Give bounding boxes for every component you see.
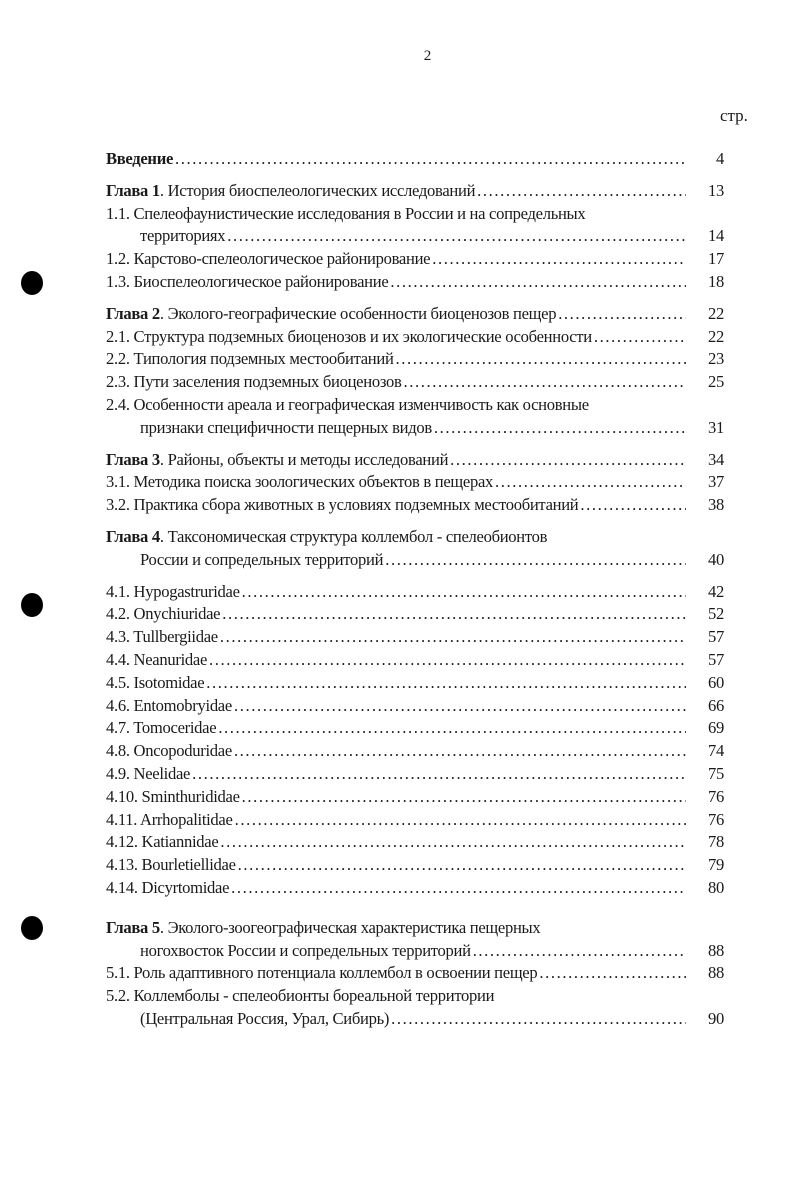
toc-entry [106, 962, 724, 985]
chapter-label: Глава 1 [106, 180, 160, 200]
entry-title [106, 962, 537, 985]
toc-entry [106, 148, 724, 171]
chapter-label: Глава 3 [106, 449, 160, 469]
chapter-label: Глава 2 [106, 303, 160, 323]
toc-section [106, 148, 724, 171]
dot-leader [477, 180, 686, 203]
page-ref: 69 [708, 718, 724, 738]
toc-entry [106, 649, 724, 672]
entry-text-continuation: ногохвосток России и сопредельных территорий [140, 940, 471, 960]
entry-text: 4.1. Hypogastruridae [106, 581, 240, 601]
dot-leader [220, 626, 686, 649]
entry-text-continuation: (Центральная Россия, Урал, Сибирь) [140, 1008, 390, 1028]
toc-section [106, 917, 724, 1031]
entry-title [106, 672, 204, 695]
toc-entry-continuation [106, 1008, 724, 1031]
dot-leader [238, 854, 686, 877]
page-ref: 22 [708, 326, 724, 346]
dot-leader [234, 695, 686, 718]
toc-entry [106, 809, 724, 832]
toc-section [106, 449, 724, 517]
dot-leader [192, 763, 686, 786]
page-ref: 76 [708, 809, 724, 829]
entry-text: 3.1. Методика поиска зоологических объектов в пещерах [106, 472, 494, 492]
entry-text: . История биоспелеологических исследований [159, 180, 476, 200]
page-ref: 90 [708, 1008, 724, 1028]
dot-leader [434, 417, 686, 440]
toc-entry [106, 695, 724, 718]
page-ref: 57 [708, 627, 724, 647]
entry-title [106, 371, 402, 394]
toc-entry [106, 581, 724, 604]
page-ref: 38 [708, 495, 724, 515]
entry-text: 4.14. Dicyrtomidae [106, 877, 230, 897]
page-ref: 13 [708, 180, 724, 200]
toc-entry [106, 831, 724, 854]
entry-text: 2.2. Типология подземных местообитаний [106, 349, 394, 369]
toc-entry [106, 740, 724, 763]
page-ref: 79 [708, 855, 724, 875]
dot-leader [594, 326, 686, 349]
entry-text: 3.2. Практика сбора животных в условиях подземных местообитаний [106, 495, 579, 515]
dot-leader [580, 494, 686, 517]
entry-title [106, 917, 540, 940]
dot-leader [558, 303, 686, 326]
entry-text: . Таксономическая структура коллембол - спелеобионтов [159, 526, 548, 546]
dot-leader [222, 603, 686, 626]
toc-entry [106, 526, 724, 549]
dot-leader [220, 831, 686, 854]
entry-title [106, 471, 493, 494]
toc-entry [106, 672, 724, 695]
entry-title [106, 763, 190, 786]
toc-entry [106, 626, 724, 649]
page-ref: 14 [708, 226, 724, 246]
entry-text: 4.4. Neanuridae [106, 649, 208, 669]
entry-title [106, 348, 394, 371]
page-ref: 74 [708, 741, 724, 761]
toc-entry [106, 248, 724, 271]
entry-title [106, 180, 475, 203]
dot-leader [234, 740, 686, 763]
page-ref: 75 [708, 763, 724, 783]
page-ref: 60 [708, 672, 724, 692]
entry-text: 4.6. Entomobryidae [106, 695, 232, 715]
entry-title [106, 326, 592, 349]
page-ref: 37 [708, 472, 724, 492]
entry-text: 5.1. Роль адаптивного потенциала коллембол в освоении пещер [106, 963, 538, 983]
page-ref: 66 [708, 695, 724, 715]
page-ref: 88 [708, 940, 724, 960]
toc-entry [106, 394, 724, 417]
toc-entry [106, 854, 724, 877]
entry-text: 1.2. Карстово-спелеологическое районирование [106, 249, 431, 269]
chapter-label: Глава 5 [106, 917, 160, 937]
toc-entry [106, 348, 724, 371]
entry-title [106, 695, 232, 718]
entry-text-continuation: признаки специфичности пещерных видов [140, 417, 432, 437]
toc-entry [106, 449, 724, 472]
dot-leader [231, 877, 686, 900]
entry-title [106, 626, 218, 649]
entry-text: 4.5. Isotomidae [106, 672, 205, 692]
entry-text: 4.12. Katiannidae [106, 832, 219, 852]
page-ref: 25 [708, 372, 724, 392]
toc-entry [106, 917, 724, 940]
entry-title [106, 786, 240, 809]
punch-hole [21, 593, 43, 617]
entry-title [106, 148, 173, 171]
page-number: 2 [423, 48, 432, 64]
dot-leader [539, 962, 686, 985]
entry-title [106, 717, 216, 740]
dot-leader [227, 225, 686, 248]
entry-text: 4.2. Onychiuridae [106, 604, 221, 624]
entry-text: 4.3. Tullbergiidae [106, 627, 218, 647]
punch-hole [21, 271, 43, 295]
entry-text: . Районы, объекты и методы исследований [159, 449, 449, 469]
entry-text: 4.13. Bourletiellidae [106, 855, 236, 875]
dot-leader [450, 449, 686, 472]
entry-title [106, 449, 448, 472]
entry-text: 2.4. Особенности ареала и географическая изменчивость как основные [106, 394, 589, 414]
entry-text: 5.2. Коллемболы - спелеобионты бореальной территории [106, 986, 495, 1006]
toc-entry [106, 786, 724, 809]
toc-entry [106, 603, 724, 626]
toc-entry [106, 717, 724, 740]
entry-title [106, 248, 430, 271]
toc-entry [106, 471, 724, 494]
entry-text: 4.9. Neelidae [106, 763, 191, 783]
dot-leader [235, 809, 686, 832]
toc-section [106, 581, 724, 900]
dot-leader [495, 471, 686, 494]
toc-entry-continuation [106, 940, 724, 963]
dot-leader [396, 348, 686, 371]
page-ref: 23 [708, 349, 724, 369]
dot-leader [206, 672, 686, 695]
toc-entry [106, 271, 724, 294]
dot-leader [385, 549, 686, 572]
toc-section [106, 180, 724, 294]
toc-entry [106, 985, 724, 1008]
entry-title [106, 394, 589, 417]
entry-title [106, 877, 229, 900]
entry-text: . Эколого-географические особенности биоценозов пещер [159, 303, 557, 323]
dot-leader [404, 371, 686, 394]
entry-title [106, 303, 556, 326]
page-ref: 76 [708, 786, 724, 806]
dot-leader [390, 271, 686, 294]
dot-leader [242, 786, 686, 809]
entry-title [106, 526, 547, 549]
page-ref: 31 [708, 417, 724, 437]
entry-text: 4.7. Tomoceridae [106, 718, 217, 738]
page-ref: 42 [708, 581, 724, 601]
dot-leader [218, 717, 686, 740]
toc-entry-continuation [106, 549, 724, 572]
entry-title [106, 603, 220, 626]
page-ref: 22 [708, 303, 724, 323]
entry-title [106, 985, 494, 1008]
entry-title [106, 494, 578, 517]
dot-leader [242, 581, 686, 604]
page-ref: 18 [708, 271, 724, 291]
chapter-label: Введение [106, 149, 174, 168]
entry-text: 2.1. Структура подземных биоценозов и их экологические особенности [106, 326, 592, 346]
punch-hole [21, 916, 43, 940]
page-ref: 40 [708, 549, 724, 569]
entry-title [106, 203, 585, 226]
toc-entry [106, 203, 724, 226]
toc-section [106, 526, 724, 572]
toc-entry [106, 763, 724, 786]
toc-section [106, 303, 724, 440]
pages-column-header: стр. [720, 106, 748, 125]
toc-entry [106, 371, 724, 394]
entry-title [106, 854, 236, 877]
chapter-label: Глава 4 [106, 526, 160, 546]
entry-title [106, 649, 207, 672]
dot-leader [209, 649, 686, 672]
dot-leader [391, 1008, 686, 1031]
dot-leader [473, 940, 686, 963]
entry-text: 4.10. Sminthurididae [106, 786, 240, 806]
entry-text: 4.8. Oncopoduridae [106, 741, 232, 761]
entry-text-continuation: территориях [140, 226, 226, 246]
entry-title [106, 271, 388, 294]
entry-text: 4.11. Arrhopalitidae [106, 809, 233, 829]
toc-entry [106, 494, 724, 517]
dot-leader [432, 248, 686, 271]
entry-text: 2.3. Пути заселения подземных биоценозов [106, 372, 402, 392]
page-ref: 17 [708, 249, 724, 269]
entry-text: 1.1. Спелеофаунистические исследования в России и на сопредельных [106, 203, 586, 223]
entry-text: 1.3. Биоспелеологическое районирование [106, 271, 389, 291]
page-ref: 88 [708, 963, 724, 983]
entry-text-continuation: России и сопредельных территорий [140, 549, 384, 569]
page-ref: 78 [708, 832, 724, 852]
toc-entry [106, 877, 724, 900]
toc-entry [106, 326, 724, 349]
page-ref: 80 [708, 877, 724, 897]
entry-title [106, 809, 233, 832]
page-ref: 34 [708, 449, 724, 469]
toc-entry-continuation [106, 417, 724, 440]
page-ref: 57 [708, 649, 724, 669]
entry-text: . Эколого-зоогеографическая характеристика пещерных [159, 917, 541, 937]
page-ref: 4 [716, 149, 724, 168]
page-ref: 52 [708, 604, 724, 624]
entry-title [106, 740, 232, 763]
toc-entry [106, 303, 724, 326]
entry-title [106, 831, 218, 854]
toc-entry-continuation [106, 225, 724, 248]
table-of-contents [106, 148, 724, 1040]
dot-leader [175, 148, 686, 171]
entry-title [106, 581, 240, 604]
toc-entry [106, 180, 724, 203]
